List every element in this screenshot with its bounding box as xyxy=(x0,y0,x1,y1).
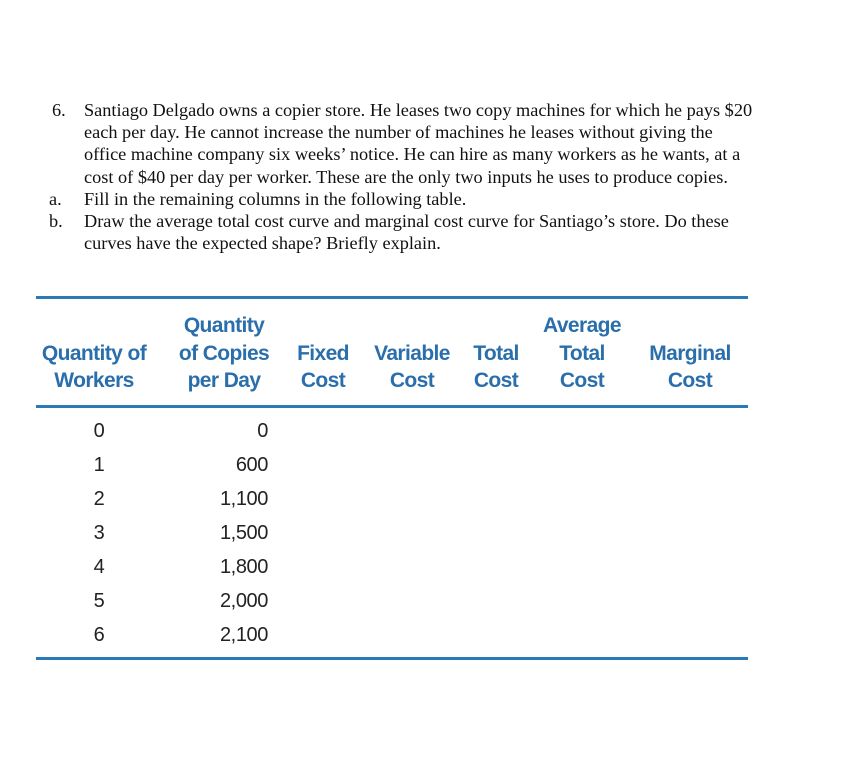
table-bottom-rule xyxy=(36,657,748,660)
part-a xyxy=(49,188,838,210)
problem-statement xyxy=(52,99,838,188)
table-cell-workers: 4 xyxy=(93,556,105,578)
table-cell-copies: 2,100 xyxy=(219,624,268,646)
header-variable-cost: Variable Cost xyxy=(374,341,450,392)
table-header-rule xyxy=(36,405,748,408)
problem-line: cost of $40 per day per worker. These are the only two inputs he uses to produce copies. xyxy=(84,166,728,187)
part-a-text xyxy=(84,188,838,210)
header-quantity-of-workers: Quantity of Workers xyxy=(41,341,147,392)
table-cell-copies: 2,000 xyxy=(219,590,268,612)
table-cell-workers: 5 xyxy=(93,590,105,612)
part-b-text xyxy=(84,210,838,254)
table-cell-workers: 0 xyxy=(93,420,105,442)
table-cell-workers: 1 xyxy=(93,454,105,476)
part-b-line: curves have the expected shape? Briefly explain. xyxy=(84,233,441,254)
problem-text xyxy=(84,99,838,188)
table-cell-copies: 1,800 xyxy=(219,556,268,578)
table-cell-copies: 600 xyxy=(235,454,268,476)
header-quantity-of-copies: Quantity of Copies per Day xyxy=(178,314,270,392)
header-total-cost: Total Cost xyxy=(473,341,519,392)
part-a-label: a. xyxy=(49,188,62,209)
table-cell-workers: 3 xyxy=(93,522,105,544)
table-cell-workers: 6 xyxy=(93,624,105,646)
header-marginal-cost: Marginal Cost xyxy=(649,341,731,392)
header-average-total-cost: Average Total Cost xyxy=(543,314,621,392)
table-cell-copies: 0 xyxy=(257,420,268,442)
problem-line: each per day. He cannot increase the number of machines he leases without giving the xyxy=(84,122,713,143)
table-cell-workers: 2 xyxy=(93,488,105,510)
part-b-label: b. xyxy=(49,211,63,232)
problem-6 xyxy=(49,99,838,254)
table-cell-copies: 1,100 xyxy=(219,488,268,510)
part-b-line: Draw the average total cost curve and marginal cost curve for Santiago’s store. Do these xyxy=(84,211,729,232)
problem-line: office machine company six weeks’ notice. He can hire as many workers as he wants, at a xyxy=(84,144,741,165)
table-top-rule xyxy=(36,296,748,299)
problem-line: Santiago Delgado owns a copier store. He leases two copy machines for which he pays $20 xyxy=(84,100,753,120)
part-b xyxy=(49,210,838,254)
table-cell-copies: 1,500 xyxy=(219,522,268,544)
problem-number: 6. xyxy=(52,100,66,120)
part-a-line: Fill in the remaining columns in the following table. xyxy=(84,188,467,209)
header-fixed-cost: Fixed Cost xyxy=(297,341,349,392)
